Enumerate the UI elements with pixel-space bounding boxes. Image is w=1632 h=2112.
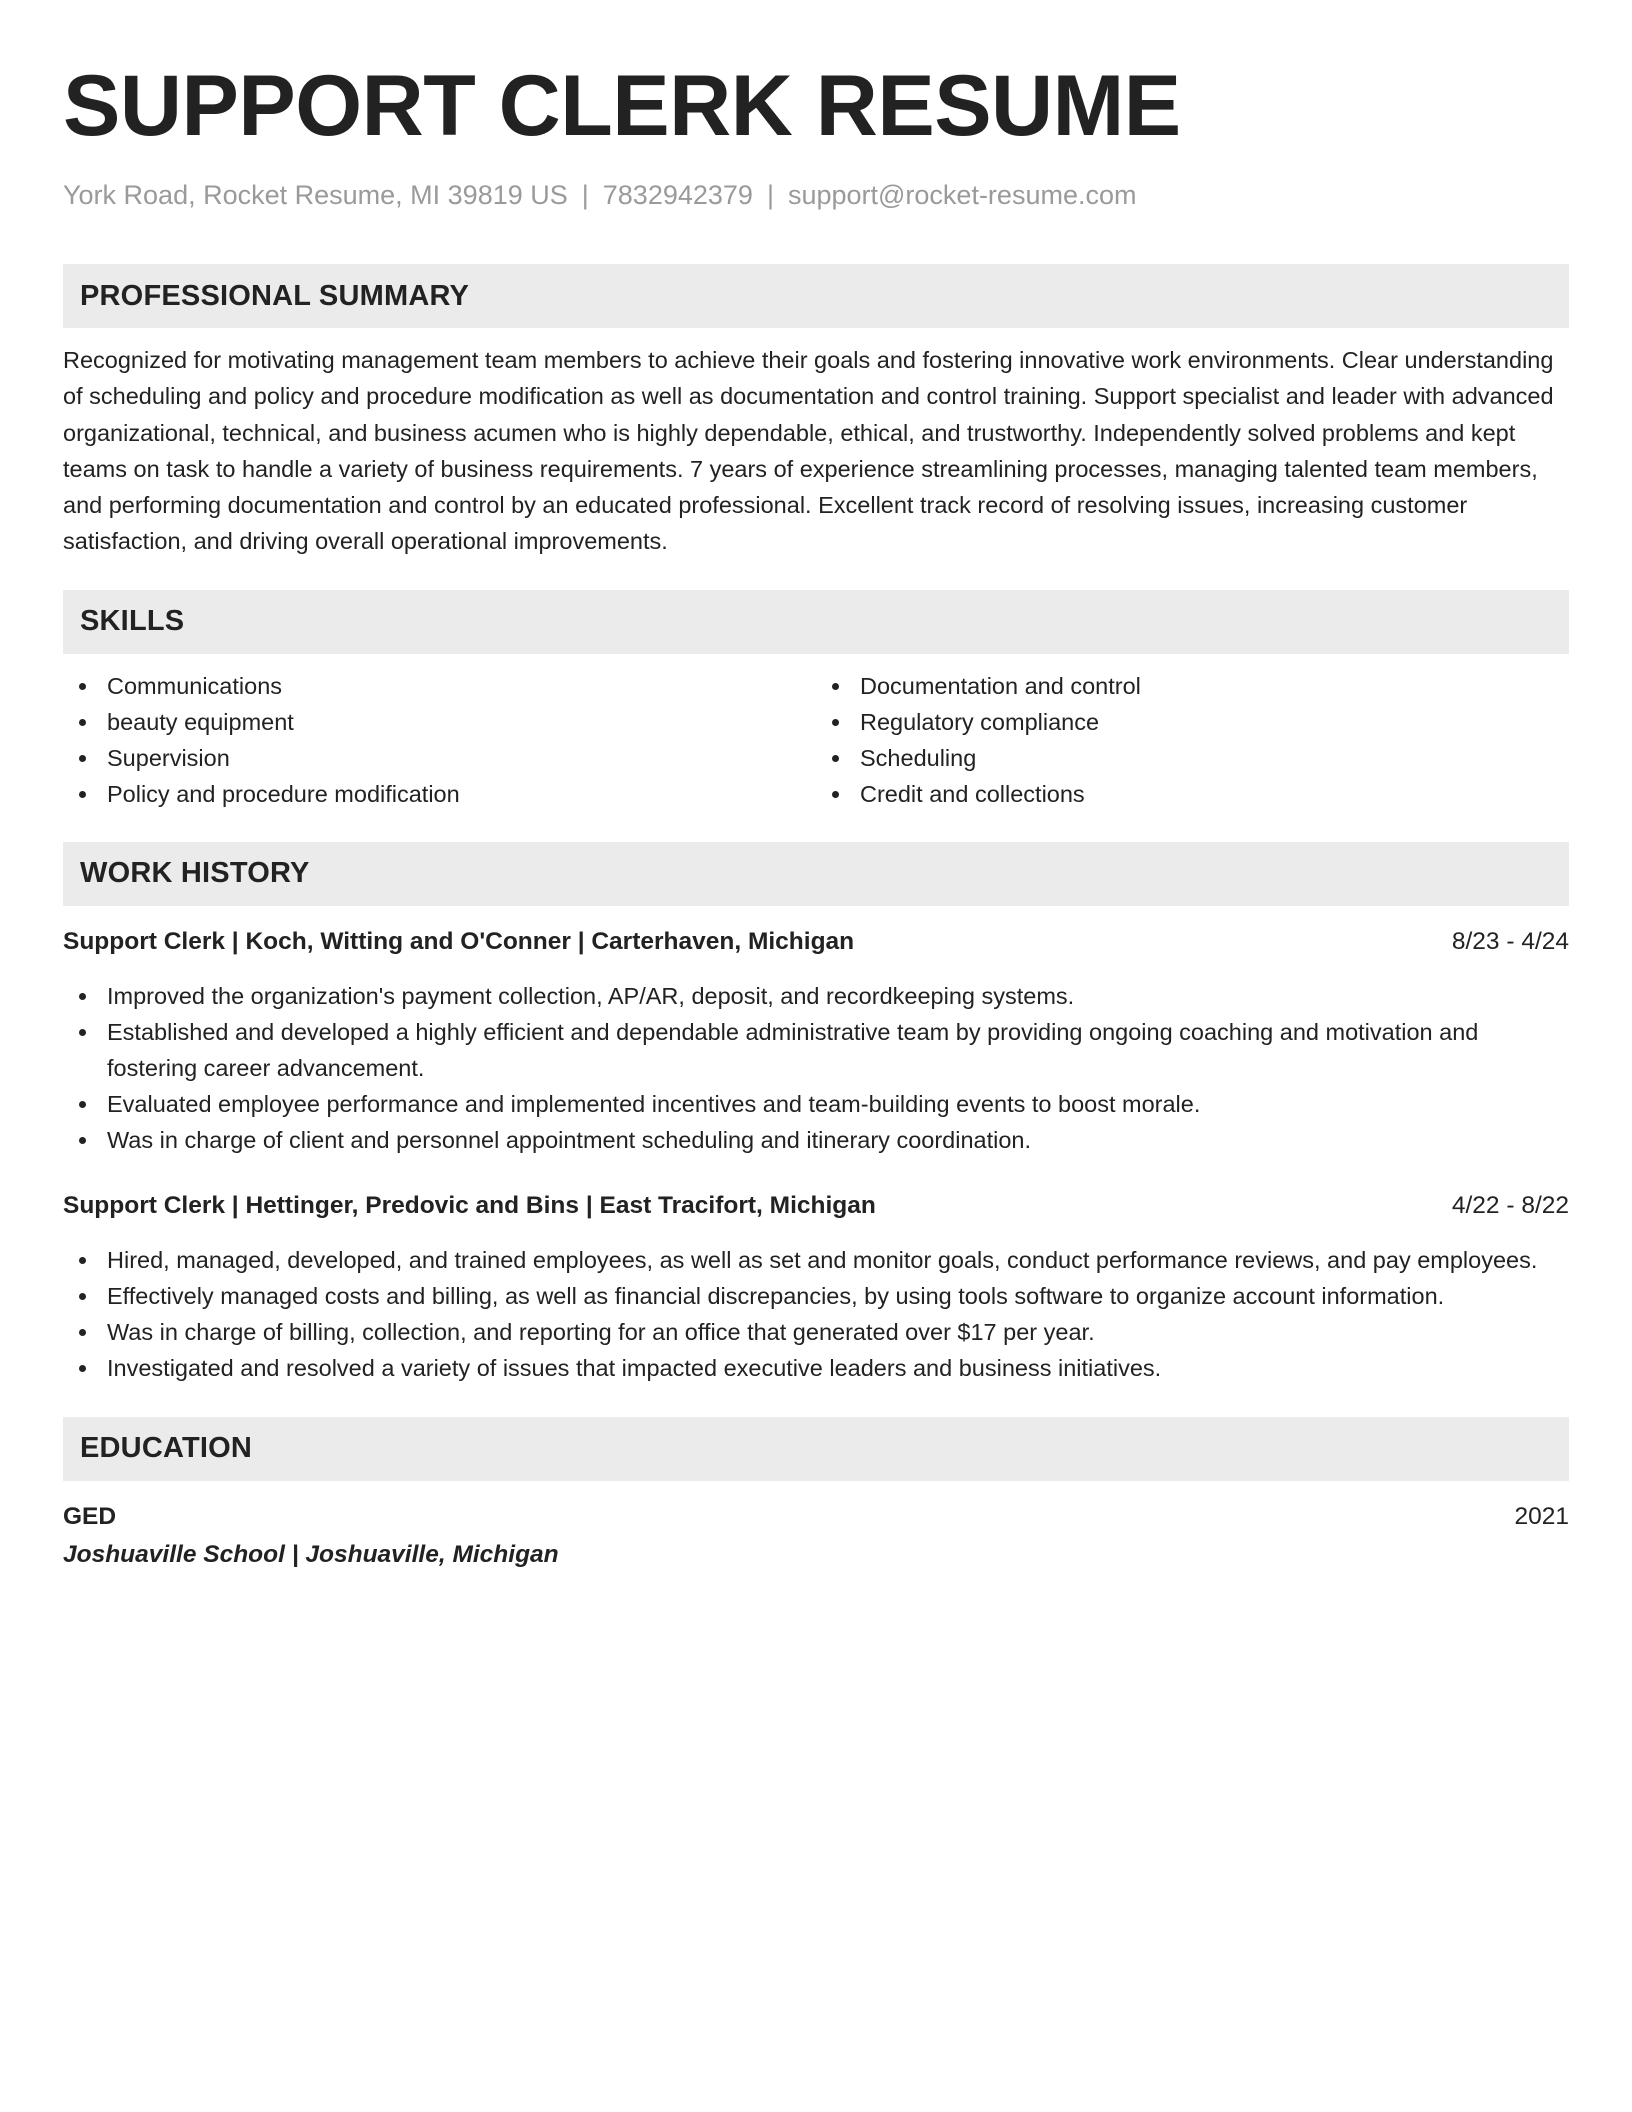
education-year: 2021: [1514, 1502, 1569, 1530]
job-bullet: Hired, managed, developed, and trained employees, as well as set and monitor goals, conduct performance reviews, and pay employees.: [63, 1242, 1569, 1278]
contact-separator: |: [581, 180, 589, 210]
job-entry: [63, 924, 1569, 1158]
job-dates: 4/22 - 8/22: [1451, 1191, 1569, 1219]
resume-title: SUPPORT CLERK RESUME: [63, 58, 1181, 154]
job-bullet: Investigated and resolved a variety of issues that impacted executive leaders and business initiatives.: [63, 1350, 1569, 1386]
skill-item: Policy and procedure modification: [63, 776, 816, 812]
section-header-education: EDUCATION: [63, 1417, 1569, 1481]
section-header-work-history: WORK HISTORY: [63, 842, 1569, 906]
education-entry: [63, 1499, 1569, 1575]
skill-item: Regulatory compliance: [816, 704, 1569, 740]
contact-line: [63, 178, 1569, 212]
skills-list: [63, 668, 1569, 812]
education-degree: GED: [63, 1502, 117, 1530]
skills-column-left: [63, 668, 816, 812]
skill-item: Documentation and control: [816, 668, 1569, 704]
job-bullets: [63, 1242, 1569, 1386]
job-bullet: Was in charge of client and personnel appointment scheduling and itinerary coordination.: [63, 1122, 1569, 1158]
skill-item: Credit and collections: [816, 776, 1569, 812]
job-heading-row: [63, 1188, 1569, 1224]
skill-item: beauty equipment: [63, 704, 816, 740]
skill-item: Scheduling: [816, 740, 1569, 776]
contact-address: York Road, Rocket Resume, MI 39819 US: [63, 180, 568, 210]
contact-separator: |: [766, 180, 774, 210]
skill-item: Supervision: [63, 740, 816, 776]
job-dates: 8/23 - 4/24: [1451, 927, 1569, 955]
contact-phone: 7832942379: [602, 180, 753, 210]
section-header-summary: PROFESSIONAL SUMMARY: [63, 264, 1569, 328]
section-header-skills: SKILLS: [63, 590, 1569, 654]
education-heading-row: [63, 1499, 1569, 1535]
skills-column-right: [816, 668, 1569, 812]
education-school: Joshuaville School | Joshuaville, Michigan: [63, 1540, 559, 1568]
job-heading-row: [63, 924, 1569, 960]
job-bullet: Was in charge of billing, collection, and reporting for an office that generated over $17 per year.: [63, 1314, 1569, 1350]
summary-text: Recognized for motivating management team members to achieve their goals and fostering innovative work environments. Clear understanding of scheduling and policy and procedure modification as well as documentation and control training. Support specialist and leader with advanced organizational, technical, and business acumen who is highly dependable, ethical, and trustworthy. Independently solved problems and kept teams on task to handle a variety of business requirements. 7 years of experience streamlining processes, managing talented team members, and performing documentation and control by an educated professional. Excellent track record of resolving issues, increasing customer satisfaction, and driving overall operational improvements.: [63, 347, 1554, 555]
job-title: Support Clerk | Koch, Witting and O'Conner | Carterhaven, Michigan: [63, 927, 855, 955]
job-title: Support Clerk | Hettinger, Predovic and Bins | East Tracifort, Michigan: [63, 1191, 876, 1219]
skill-item: Communications: [63, 668, 816, 704]
contact-email: support@rocket-resume.com: [787, 180, 1137, 210]
job-bullet: Established and developed a highly efficient and dependable administrative team by providing ongoing coaching and motivation and fostering career advancement.: [63, 1014, 1569, 1086]
job-bullet: Improved the organization's payment collection, AP/AR, deposit, and recordkeeping systems.: [63, 978, 1569, 1014]
job-bullet: Evaluated employee performance and implemented incentives and team-building events to boost morale.: [63, 1086, 1569, 1122]
job-bullets: [63, 978, 1569, 1158]
job-entry: [63, 1188, 1569, 1386]
job-bullet: Effectively managed costs and billing, as well as financial discrepancies, by using tools software to organize account information.: [63, 1278, 1569, 1314]
